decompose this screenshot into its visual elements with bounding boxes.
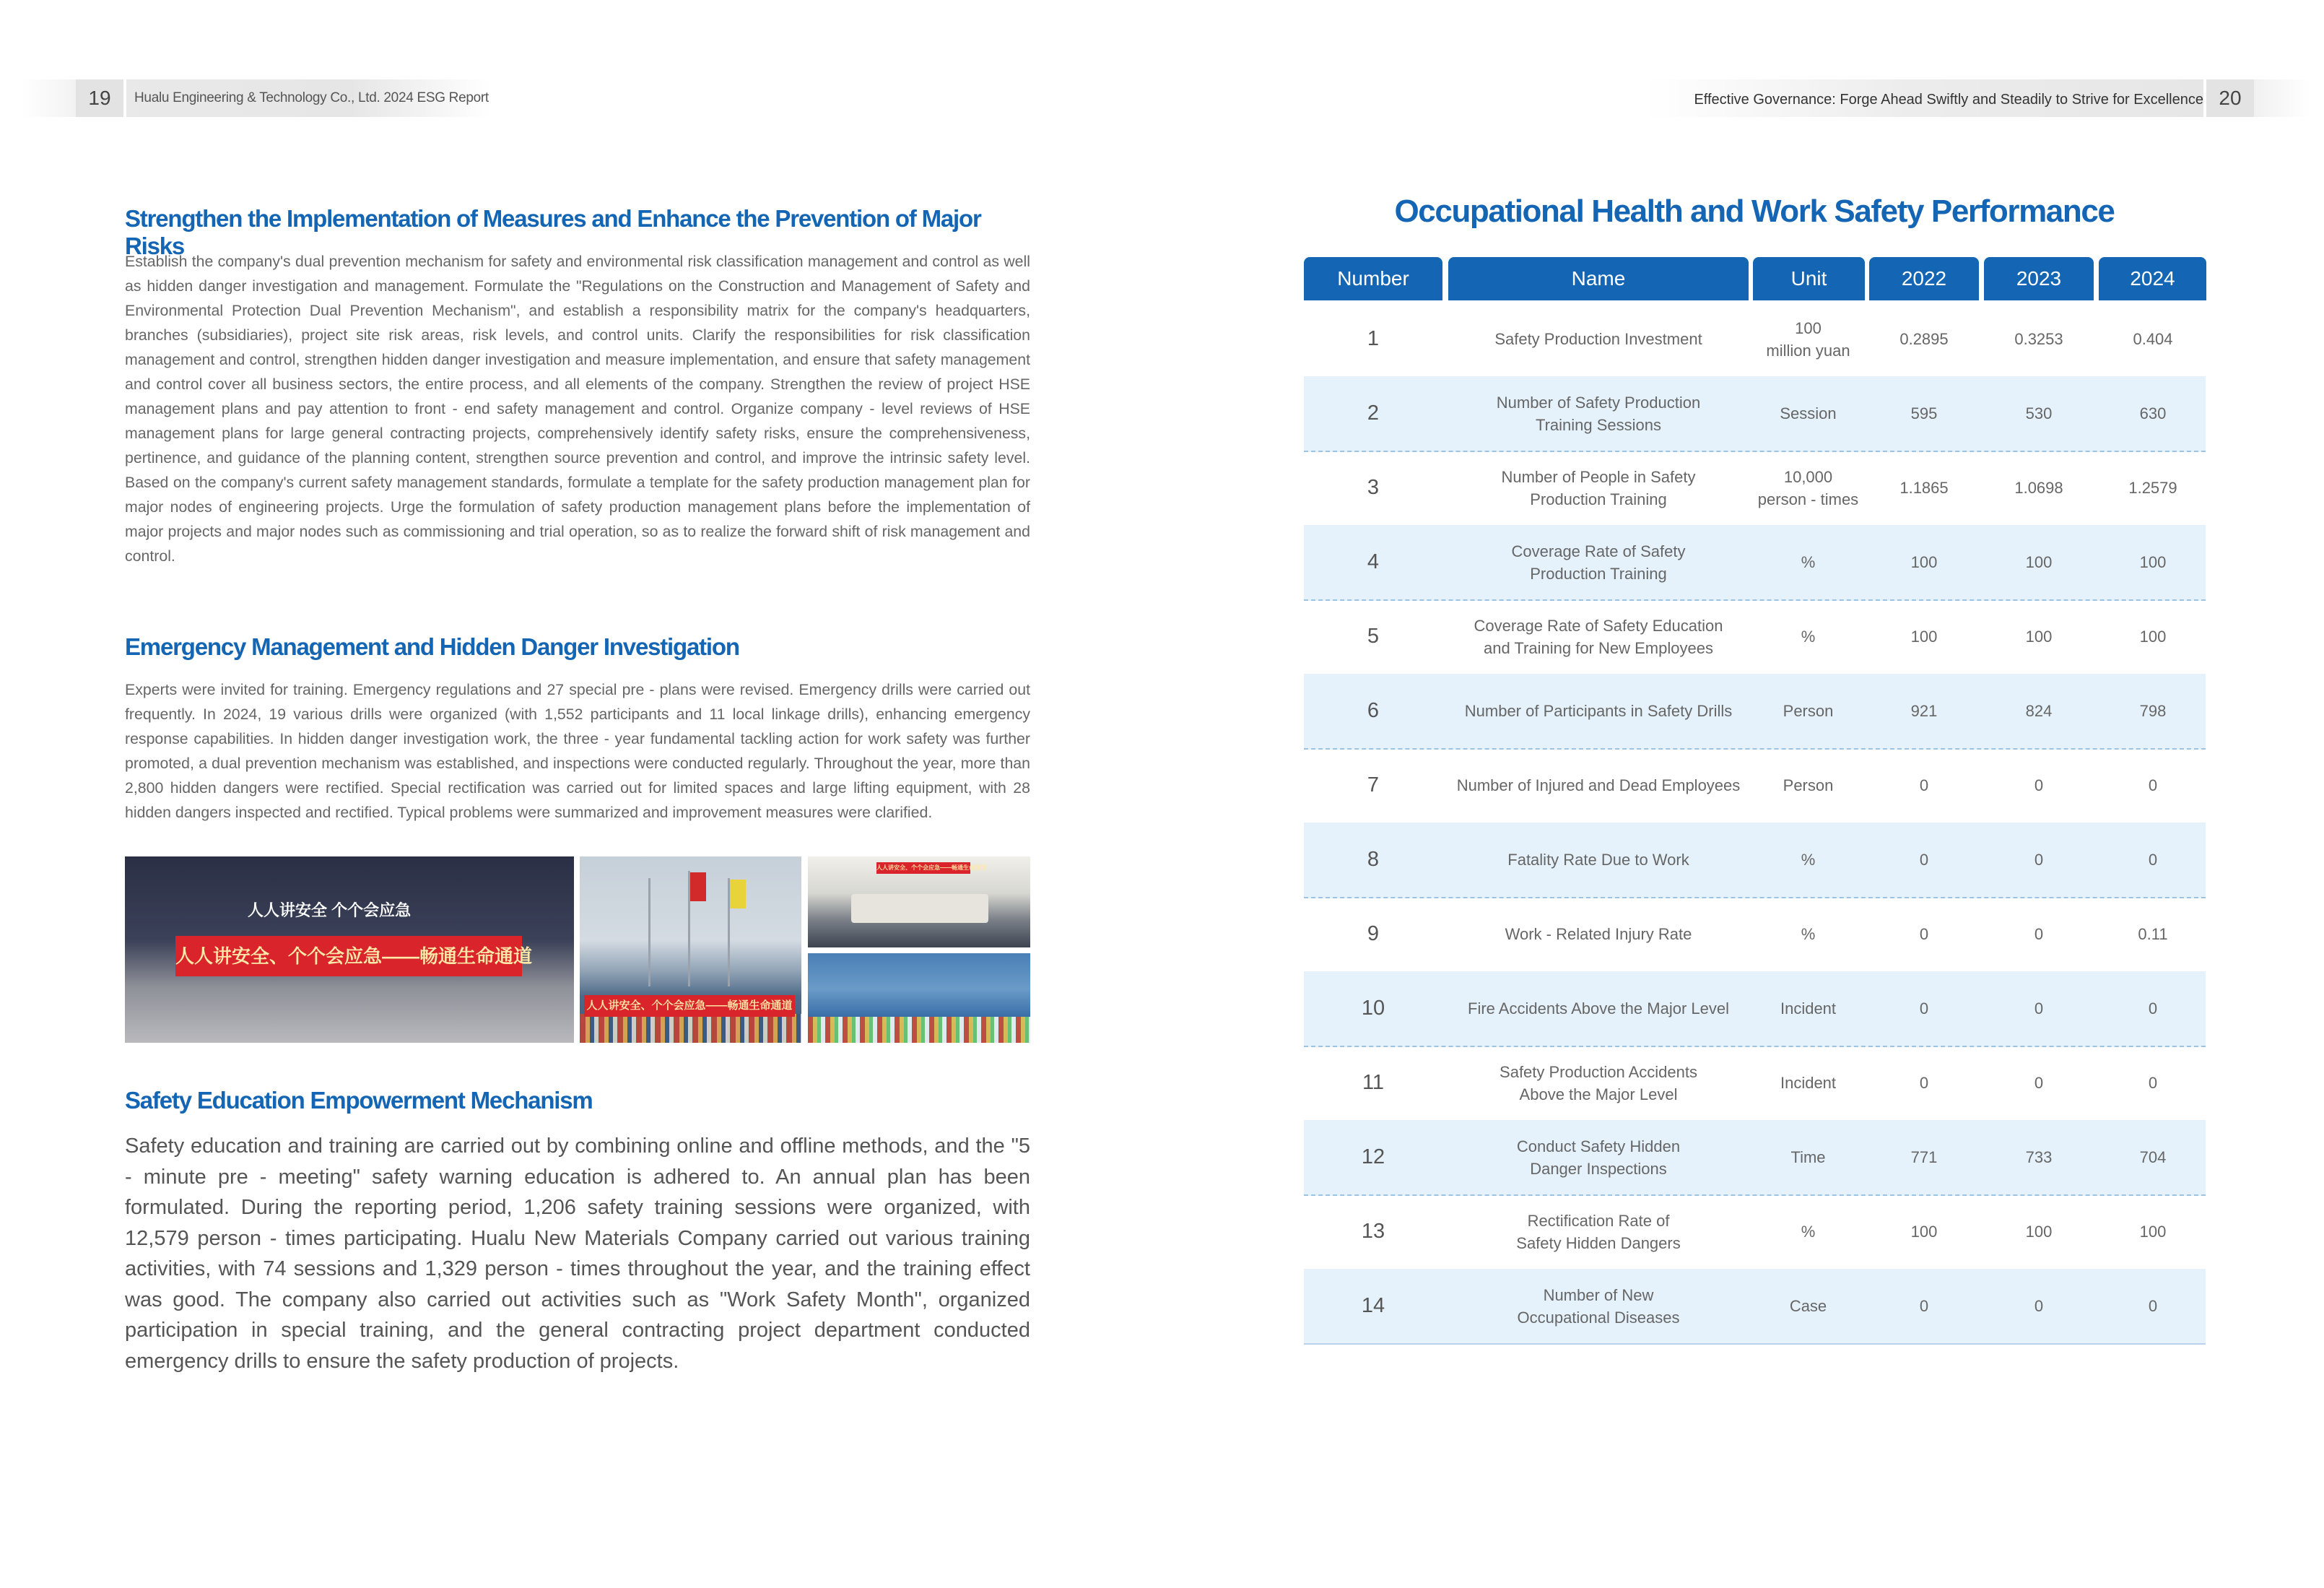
row-value-2022: 0 [1919, 999, 1929, 1018]
table-row [1304, 1269, 2206, 1345]
row-name: Work - Related Injury Rate [1505, 925, 1692, 943]
table-row [1304, 823, 2206, 898]
column-header-name: Name [1448, 257, 1749, 300]
row-number: 13 [1361, 1220, 1385, 1243]
table-title: Occupational Health and Work Safety Performance [1394, 194, 2115, 229]
table-row [1304, 971, 2206, 1047]
row-value-2024: 100 [2139, 553, 2167, 571]
row-value-2022: 921 [1910, 702, 1938, 720]
row-number: 8 [1367, 848, 1380, 871]
row-number: 4 [1367, 550, 1380, 573]
row-number: 3 [1367, 476, 1380, 499]
section-title-education: Safety Education Empowerment Mechanism [125, 1087, 593, 1114]
row-value-2024: 0 [2148, 776, 2158, 794]
row-value-2023: 824 [2025, 702, 2053, 720]
row-value-2022: 0.2895 [1899, 330, 1949, 348]
row-number: 5 [1367, 625, 1380, 648]
row-value-2023: 0 [2034, 925, 2044, 943]
row-name: Number of People in Safety Production Training [1501, 467, 1696, 508]
row-value-2022: 100 [1910, 1223, 1938, 1241]
photo-red-banner: 人人讲安全、个个会应急——畅通生命通道 [584, 995, 795, 1017]
column-header-unit: Unit [1753, 257, 1865, 300]
row-name: Number of New Occupational Diseases [1517, 1285, 1680, 1327]
red-flag [690, 872, 706, 901]
row-value-2022: 0 [1919, 851, 1929, 869]
row-value-2022: 595 [1910, 404, 1938, 422]
right-page-number: 20 [2206, 79, 2254, 117]
table-row [1304, 674, 2206, 750]
table-row [1304, 1194, 2206, 1270]
row-value-2024: 0.404 [2133, 330, 2173, 348]
row-value-2024: 798 [2139, 702, 2167, 720]
table-row [1304, 1046, 2206, 1121]
row-name: Number of Safety Production Training Sessions [1496, 393, 1701, 434]
row-value-2023: 0.3253 [2014, 330, 2063, 348]
section-body-emergency: Experts were invited for training. Emergency regulations and 27 special pre - plans were revised. Emergency drills were carried out frequently. In 2024, 19 various drills were organized (with 1,552 participants and 11 local linkage drills), enhancing emergency response capabilities. In hidden danger investigation work, the three - year fundamental tackling action for work safety was further promoted, a dual prevention mechanism was established, and inspections were conducted regularly. Throughout the year, more than 2,800 hidden dangers were rectified. Special rectification was carried out for limited spaces and large lifting equipment, with 28 hidden dangers inspected and rectified. Typical problems were summarized and improvement measures were clarified. [125, 681, 1030, 821]
meeting-table [851, 894, 988, 923]
row-unit: Person [1783, 702, 1834, 720]
table-row [1304, 897, 2206, 973]
row-name: Conduct Safety Hidden Danger Inspections [1516, 1137, 1681, 1178]
row-value-2023: 100 [2025, 553, 2053, 571]
table-row [1304, 1120, 2206, 1196]
flagpole [648, 878, 650, 986]
table-row [1304, 525, 2206, 601]
row-value-2024: 100 [2139, 1223, 2167, 1241]
row-name: Number of Injured and Dead Employees [1456, 776, 1741, 794]
row-unit: % [1801, 851, 1816, 869]
row-unit: % [1801, 628, 1816, 646]
row-value-2022: 0 [1919, 1297, 1929, 1315]
row-value-2024: 1.2579 [2128, 479, 2177, 497]
table-row [1304, 302, 2206, 378]
row-value-2022: 771 [1910, 1148, 1938, 1166]
photo-red-banner: 人人讲安全、个个会应急——畅通生命通道 [876, 862, 970, 874]
row-value-2024: 630 [2139, 404, 2167, 422]
row-value-2023: 733 [2025, 1148, 2053, 1166]
row-number: 1 [1367, 327, 1380, 350]
row-number: 11 [1362, 1071, 1385, 1094]
crowd [808, 1017, 1030, 1043]
photo-red-banner: 人人讲安全、个个会应急——畅通生命通道 [175, 936, 522, 976]
column-header-2023: 2023 [1984, 257, 2094, 300]
crowd [580, 1014, 801, 1043]
section-title-major-risks: Strengthen the Implementation of Measures and Enhance the Prevention of Major Risks [125, 205, 981, 259]
yellow-flag [730, 880, 746, 908]
report-title: Hualu Engineering & Technology Co., Ltd. 2024 ESG Report [134, 90, 489, 105]
row-value-2024: 0 [2148, 851, 2158, 869]
row-unit: Session [1780, 404, 1837, 422]
row-name: Coverage Rate of Safety Education and Training for New Employees [1474, 616, 1723, 657]
row-value-2024: 0 [2148, 1074, 2158, 1092]
column-header-number: Number [1304, 257, 1442, 300]
photo-emergency-banner-event [125, 856, 574, 1043]
row-unit: Incident [1780, 999, 1837, 1018]
table-row [1304, 599, 2206, 675]
row-number: 12 [1361, 1145, 1385, 1168]
table-row [1304, 748, 2206, 824]
row-value-2024: 100 [2139, 628, 2167, 646]
row-number: 7 [1367, 773, 1380, 797]
row-value-2024: 704 [2139, 1148, 2167, 1166]
row-number: 9 [1367, 922, 1380, 945]
row-unit: 10,000 person - times [1757, 467, 1859, 508]
row-value-2022: 100 [1910, 553, 1938, 571]
row-value-2023: 100 [2025, 628, 2053, 646]
section-body-major-risks: Establish the company's dual prevention mechanism for safety and environmental risk classification management and control as well as hidden danger investigation and management. Formulate the "Regulations on the Construction and Management of Safety and Environmental Protection Dual Prevention Mechanism", and establish a responsibility matrix for the company's headquarters, branches (subsidiaries), project site risk areas, risk levels, and control units. Clarify the responsibilities for risk classification management and control, strengthen hidden danger investigation and measure implementation, and ensure that safety management and control cover all business sectors, the entire process, and all elements of the company. Strengthen the review of project HSE management plans and pay attention to front - end safety management and control. Organize company - level reviews of HSE management plans for large general contracting projects, comprehensively identify safety risks, ensure the comprehensiveness, pertinence, and guidance of the planning content, strengthen source prevention and control, and improve the intrinsic safety level. Based on the company's current safety management standards, formulate a template for the safety production management plan for major nodes of engineering projects. Urge the formulation of safety production management plans before the implementation of major projects and major nodes such as commissioning and trial operation, so as to realize the forward shift of risk management and control. [125, 253, 1030, 565]
row-name: Fatality Rate Due to Work [1507, 851, 1689, 869]
row-value-2023: 0 [2034, 1074, 2044, 1092]
row-value-2024: 0 [2148, 999, 2158, 1018]
photo-backdrop-text: 人人讲安全 个个会应急 [248, 901, 412, 919]
row-unit: Person [1783, 776, 1834, 794]
row-name: Rectification Rate of Safety Hidden Dangers [1516, 1211, 1681, 1252]
row-number: 6 [1367, 699, 1380, 722]
section-body-education: Safety education and training are carried out by combining online and offline methods, and the "5 - minute pre - meeting" safety warning education is adhered to. An annual plan has been formulated. During the reporting period, 1,206 safety training sessions were organized, with 12,579 person - times participating. Hualu New Materials Company carried out various training activities, with 74 sessions and 1,329 person - times throughout the year, and the training effect was good. The company also carried out activities such as "Work Safety Month", organized participation in special training, and the general contracting project department conducted emergency drills to ensure the safety production of projects. [125, 1134, 1030, 1373]
page-number-divider [123, 79, 126, 117]
row-name: Coverage Rate of Safety Production Training [1511, 542, 1686, 583]
row-unit: Time [1790, 1148, 1826, 1166]
left-page-number: 19 [76, 79, 123, 117]
row-unit: % [1801, 553, 1816, 571]
row-unit: Case [1789, 1297, 1827, 1315]
row-name: Number of Participants in Safety Drills [1464, 702, 1733, 720]
table-row [1304, 376, 2206, 452]
photo-outdoor-drill [580, 856, 801, 1043]
row-value-2022: 0 [1919, 776, 1929, 794]
row-unit: 100 million yuan [1766, 318, 1850, 360]
row-value-2023: 0 [2034, 1297, 2044, 1315]
row-number: 2 [1367, 402, 1380, 425]
row-unit: % [1801, 925, 1816, 943]
row-name: Safety Production Investment [1494, 330, 1702, 348]
section-title-emergency: Emergency Management and Hidden Danger Investigation [125, 633, 739, 660]
row-value-2022: 0 [1919, 925, 1929, 943]
column-header-2022: 2022 [1869, 257, 1979, 300]
row-value-2023: 100 [2025, 1223, 2053, 1241]
row-value-2022: 1.1865 [1899, 479, 1949, 497]
row-value-2022: 0 [1919, 1074, 1929, 1092]
row-number: 10 [1361, 997, 1385, 1020]
photo-training-meeting [808, 856, 1030, 947]
table-row [1304, 451, 2206, 526]
photo-site-drill [808, 953, 1030, 1043]
row-unit: % [1801, 1223, 1816, 1241]
column-header-2024: 2024 [2099, 257, 2206, 300]
row-value-2024: 0.11 [2138, 925, 2168, 943]
row-value-2023: 530 [2025, 404, 2053, 422]
row-value-2022: 100 [1910, 628, 1938, 646]
row-unit: Incident [1780, 1074, 1837, 1092]
chapter-title: Effective Governance: Forge Ahead Swiftly and Steadily to Strive for Excellence [1694, 92, 2203, 108]
row-value-2023: 0 [2034, 851, 2044, 869]
row-value-2023: 1.0698 [2014, 479, 2063, 497]
row-number: 14 [1361, 1294, 1385, 1317]
row-name: Fire Accidents Above the Major Level [1468, 999, 1729, 1018]
row-name: Safety Production Accidents Above the Major Level [1500, 1062, 1697, 1103]
row-value-2023: 0 [2034, 776, 2044, 794]
row-value-2024: 0 [2148, 1297, 2158, 1315]
row-value-2023: 0 [2034, 999, 2044, 1018]
